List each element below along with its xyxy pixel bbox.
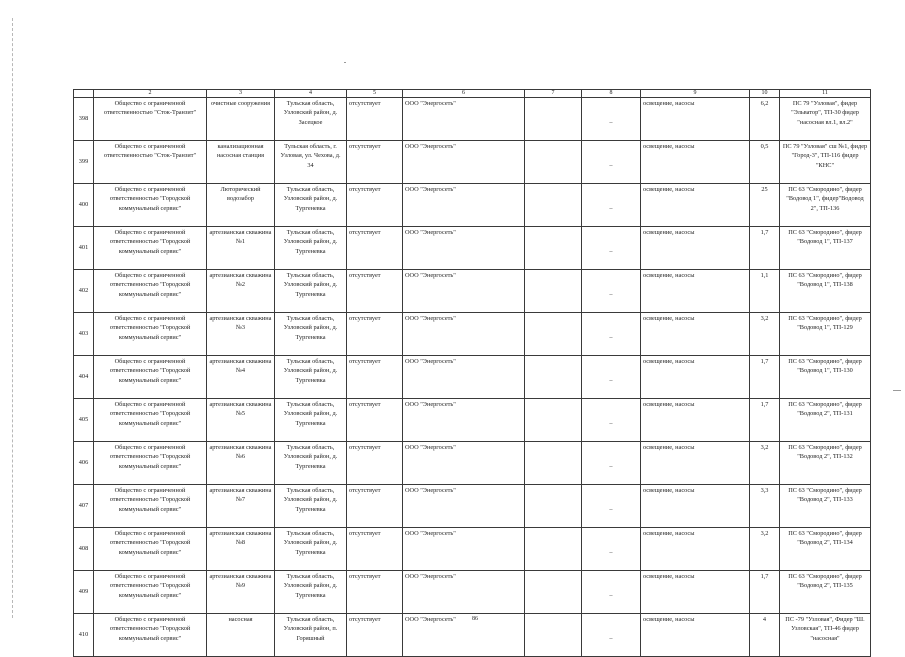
object-cell: артезианская скважина №4 <box>207 356 275 399</box>
col7-cell <box>525 614 582 657</box>
owner-cell: Общество с ограниченной ответственностью "Городской коммунальный сервис" <box>94 528 207 571</box>
address-cell: Тульская область, Узловский район, д. Тургеневка <box>275 313 347 356</box>
purpose-cell: освещение, насосы <box>641 313 750 356</box>
row-number: 406 <box>74 442 94 485</box>
status-cell: отсутствует <box>347 442 403 485</box>
address-cell: Тульская область, Узловский район, д. Тургеневка <box>275 356 347 399</box>
row-number: 405 <box>74 399 94 442</box>
owner-cell: Общество с ограниченной ответственностью "Сток-Транзит" <box>94 98 207 141</box>
table-row <box>74 356 871 399</box>
purpose-cell: освещение, насосы <box>641 184 750 227</box>
status-cell: отсутствует <box>347 98 403 141</box>
source-cell: ПС 79 "Узловая" сш №1, фидер "Город-3", ТП-116 фидер "КНС" <box>780 141 871 184</box>
header-cell: 2 <box>94 90 207 98</box>
power-cell: 3,3 <box>750 485 780 528</box>
power-cell: 3,2 <box>750 442 780 485</box>
owner-cell: Общество с ограниченной ответственностью "Сток-Транзит" <box>94 141 207 184</box>
network-cell: ООО "Энергосеть" <box>403 442 525 485</box>
col7-cell <box>525 442 582 485</box>
source-cell: ПС 63 "Смородино", фидер "Водовод 1", ТП-138 <box>780 270 871 313</box>
status-cell: отсутствует <box>347 571 403 614</box>
network-cell: ООО "Энергосеть" <box>403 485 525 528</box>
source-cell: ПС 63 "Смородино", фидер "Водовод 2", ТП-135 <box>780 571 871 614</box>
status-cell: отсутствует <box>347 141 403 184</box>
purpose-cell: освещение, насосы <box>641 141 750 184</box>
col8-cell: – <box>582 270 641 313</box>
source-cell: ПС 63 "Смородино", фидер "Водовод 2", ТП-133 <box>780 485 871 528</box>
col7-cell <box>525 528 582 571</box>
col8-cell: – <box>582 227 641 270</box>
header-row <box>74 90 871 98</box>
col7-cell <box>525 270 582 313</box>
source-cell: ПС 63 "Смородино", фидер "Водовод 1", ТП-129 <box>780 313 871 356</box>
object-cell: артезианская скважина №2 <box>207 270 275 313</box>
power-cell: 6,2 <box>750 98 780 141</box>
col7-cell <box>525 356 582 399</box>
table-row <box>74 98 871 141</box>
col8-cell: – <box>582 485 641 528</box>
table-row <box>74 141 871 184</box>
table-row <box>74 270 871 313</box>
table-row <box>74 485 871 528</box>
source-cell: ПС 63 "Смородино", фидер "Водовод 2", ТП-131 <box>780 399 871 442</box>
purpose-cell: освещение, насосы <box>641 485 750 528</box>
power-cell: 1,7 <box>750 356 780 399</box>
row-number: 409 <box>74 571 94 614</box>
col7-cell <box>525 227 582 270</box>
row-number: 402 <box>74 270 94 313</box>
status-cell: отсутствует <box>347 614 403 657</box>
col7-cell <box>525 485 582 528</box>
network-cell: ООО "Энергосеть" <box>403 141 525 184</box>
object-cell: артезианская скважина №9 <box>207 571 275 614</box>
source-cell: ПС -79 "Узловая", Фидер "Ш. Узловская", ТП-46 фидер "насосная" <box>780 614 871 657</box>
page-edge-mark <box>893 390 901 391</box>
col8-cell: – <box>582 141 641 184</box>
object-cell: Люторический водозабор <box>207 184 275 227</box>
header-cell: 7 <box>525 90 582 98</box>
source-cell: ПС 63 "Смородино", фидер "Водовод 2", ТП-134 <box>780 528 871 571</box>
table-row <box>74 227 871 270</box>
col8-cell: – <box>582 442 641 485</box>
object-cell: артезианская скважина №1 <box>207 227 275 270</box>
power-cell: 1,1 <box>750 270 780 313</box>
status-cell: отсутствует <box>347 485 403 528</box>
purpose-cell: освещение, насосы <box>641 227 750 270</box>
address-cell: Тульская область, Узловский район, п. Горяшный <box>275 614 347 657</box>
address-cell: Тульская область, Узловский район, д. Тургеневка <box>275 270 347 313</box>
header-cell: 4 <box>275 90 347 98</box>
purpose-cell: освещение, насосы <box>641 442 750 485</box>
address-cell: Тульская область, Узловский район, д. Тургеневка <box>275 184 347 227</box>
table-row <box>74 528 871 571</box>
owner-cell: Общество с ограниченной ответственностью "Городской коммунальный сервис" <box>94 442 207 485</box>
header-cell-blank <box>74 90 94 98</box>
col8-cell: – <box>582 571 641 614</box>
address-cell: Тульская область, г. Узловая, ул. Чехова, д. 34 <box>275 141 347 184</box>
source-cell: ПС 63 "Смородино", фидер "Водовод 2", ТП-132 <box>780 442 871 485</box>
page-number: 86 <box>472 616 478 622</box>
status-cell: отсутствует <box>347 399 403 442</box>
object-cell: артезианская скважина №6 <box>207 442 275 485</box>
row-number: 407 <box>74 485 94 528</box>
col7-cell <box>525 571 582 614</box>
power-cell: 1,7 <box>750 571 780 614</box>
header-cell: 8 <box>582 90 641 98</box>
object-cell: артезианская скважина №5 <box>207 399 275 442</box>
power-cell: 4 <box>750 614 780 657</box>
network-cell: ООО "Энергосеть" <box>403 184 525 227</box>
network-cell: ООО "Энергосеть" <box>403 571 525 614</box>
status-cell: отсутствует <box>347 313 403 356</box>
power-cell: 0,5 <box>750 141 780 184</box>
col8-cell: – <box>582 98 641 141</box>
address-cell: Тульская область, Узловский район, д. Засецкое <box>275 98 347 141</box>
power-cell: 3,2 <box>750 528 780 571</box>
row-number: 398 <box>74 98 94 141</box>
object-cell: очистные сооружения <box>207 98 275 141</box>
status-cell: отсутствует <box>347 184 403 227</box>
col7-cell <box>525 98 582 141</box>
address-cell: Тульская область, Узловский район, д. Тургеневка <box>275 399 347 442</box>
col8-cell: – <box>582 614 641 657</box>
network-cell: ООО "Энергосеть" <box>403 528 525 571</box>
table-row <box>74 399 871 442</box>
table-row <box>74 571 871 614</box>
registry-table <box>73 89 871 657</box>
header-cell: 11 <box>780 90 871 98</box>
object-cell: канализационная насосная станция <box>207 141 275 184</box>
owner-cell: Общество с ограниченной ответственностью "Городской коммунальный сервис" <box>94 227 207 270</box>
status-cell: отсутствует <box>347 227 403 270</box>
purpose-cell: освещение, насосы <box>641 356 750 399</box>
object-cell: насосная <box>207 614 275 657</box>
row-number: 403 <box>74 313 94 356</box>
object-cell: артезианская скважина №8 <box>207 528 275 571</box>
address-cell: Тульская область, Узловский район, д. Тургеневка <box>275 227 347 270</box>
source-cell: ПС 63 "Смородино", фидер "Водовод 1", фидер"Водовод 2", ТП-136 <box>780 184 871 227</box>
col7-cell <box>525 141 582 184</box>
power-cell: 3,2 <box>750 313 780 356</box>
row-number: 401 <box>74 227 94 270</box>
col7-cell <box>525 399 582 442</box>
table-row <box>74 442 871 485</box>
owner-cell: Общество с ограниченной ответственностью "Городской коммунальный сервис" <box>94 614 207 657</box>
status-cell: отсутствует <box>347 528 403 571</box>
owner-cell: Общество с ограниченной ответственностью "Городской коммунальный сервис" <box>94 571 207 614</box>
header-cell: 6 <box>403 90 525 98</box>
network-cell: ООО "Энергосеть" <box>403 98 525 141</box>
col8-cell: – <box>582 399 641 442</box>
header-cell: 10 <box>750 90 780 98</box>
source-cell: ПС 79 "Узловая", фидер "Эльватор", ТП-30 фидер "насосная вл.1, вл.2" <box>780 98 871 141</box>
owner-cell: Общество с ограниченной ответственностью "Городской коммунальный сервис" <box>94 399 207 442</box>
address-cell: Тульская область, Узловский район, д. Тургеневка <box>275 571 347 614</box>
source-cell: ПС 63 "Смородино", фидер "Водовод 1", ТП-130 <box>780 356 871 399</box>
col8-cell: – <box>582 528 641 571</box>
owner-cell: Общество с ограниченной ответственностью "Городской коммунальный сервис" <box>94 270 207 313</box>
col7-cell <box>525 184 582 227</box>
network-cell: ООО "Энергосеть" <box>403 614 525 657</box>
purpose-cell: освещение, насосы <box>641 98 750 141</box>
status-cell: отсутствует <box>347 356 403 399</box>
owner-cell: Общество с ограниченной ответственностью "Городской коммунальный сервис" <box>94 313 207 356</box>
header-cell: 5 <box>347 90 403 98</box>
purpose-cell: освещение, насосы <box>641 571 750 614</box>
table-row <box>74 313 871 356</box>
header-cell: 3 <box>207 90 275 98</box>
network-cell: ООО "Энергосеть" <box>403 356 525 399</box>
col7-cell <box>525 313 582 356</box>
row-number: 410 <box>74 614 94 657</box>
network-cell: ООО "Энергосеть" <box>403 313 525 356</box>
purpose-cell: освещение, насосы <box>641 399 750 442</box>
col8-cell: – <box>582 184 641 227</box>
table-row <box>74 184 871 227</box>
row-number: 399 <box>74 141 94 184</box>
col8-cell: – <box>582 356 641 399</box>
col8-cell: – <box>582 313 641 356</box>
network-cell: ООО "Энергосеть" <box>403 227 525 270</box>
row-number: 400 <box>74 184 94 227</box>
row-number: 408 <box>74 528 94 571</box>
power-cell: 1,7 <box>750 227 780 270</box>
object-cell: артезианская скважина №7 <box>207 485 275 528</box>
object-cell: артезианская скважина №3 <box>207 313 275 356</box>
power-cell: 1,7 <box>750 399 780 442</box>
address-cell: Тульская область, Узловский район, д. Тургеневка <box>275 528 347 571</box>
purpose-cell: освещение, насосы <box>641 270 750 313</box>
purpose-cell: освещение, насосы <box>641 614 750 657</box>
owner-cell: Общество с ограниченной ответственностью "Городской коммунальный сервис" <box>94 356 207 399</box>
owner-cell: Общество с ограниченной ответственностью "Городской коммунальный сервис" <box>94 184 207 227</box>
page-edge-left <box>12 18 13 618</box>
address-cell: Тульская область, Узловский район, д. Тургеневка <box>275 442 347 485</box>
power-cell: 25 <box>750 184 780 227</box>
source-cell: ПС 63 "Смородино", фидер "Водовод 1", ТП-137 <box>780 227 871 270</box>
status-cell: отсутствует <box>347 270 403 313</box>
network-cell: ООО "Энергосеть" <box>403 270 525 313</box>
network-cell: ООО "Энергосеть" <box>403 399 525 442</box>
purpose-cell: освещение, насосы <box>641 528 750 571</box>
header-cell: 9 <box>641 90 750 98</box>
scan-mark <box>344 62 346 63</box>
address-cell: Тульская область, Узловский район, д. Тургеневка <box>275 485 347 528</box>
owner-cell: Общество с ограниченной ответственностью "Городской коммунальный сервис" <box>94 485 207 528</box>
row-number: 404 <box>74 356 94 399</box>
